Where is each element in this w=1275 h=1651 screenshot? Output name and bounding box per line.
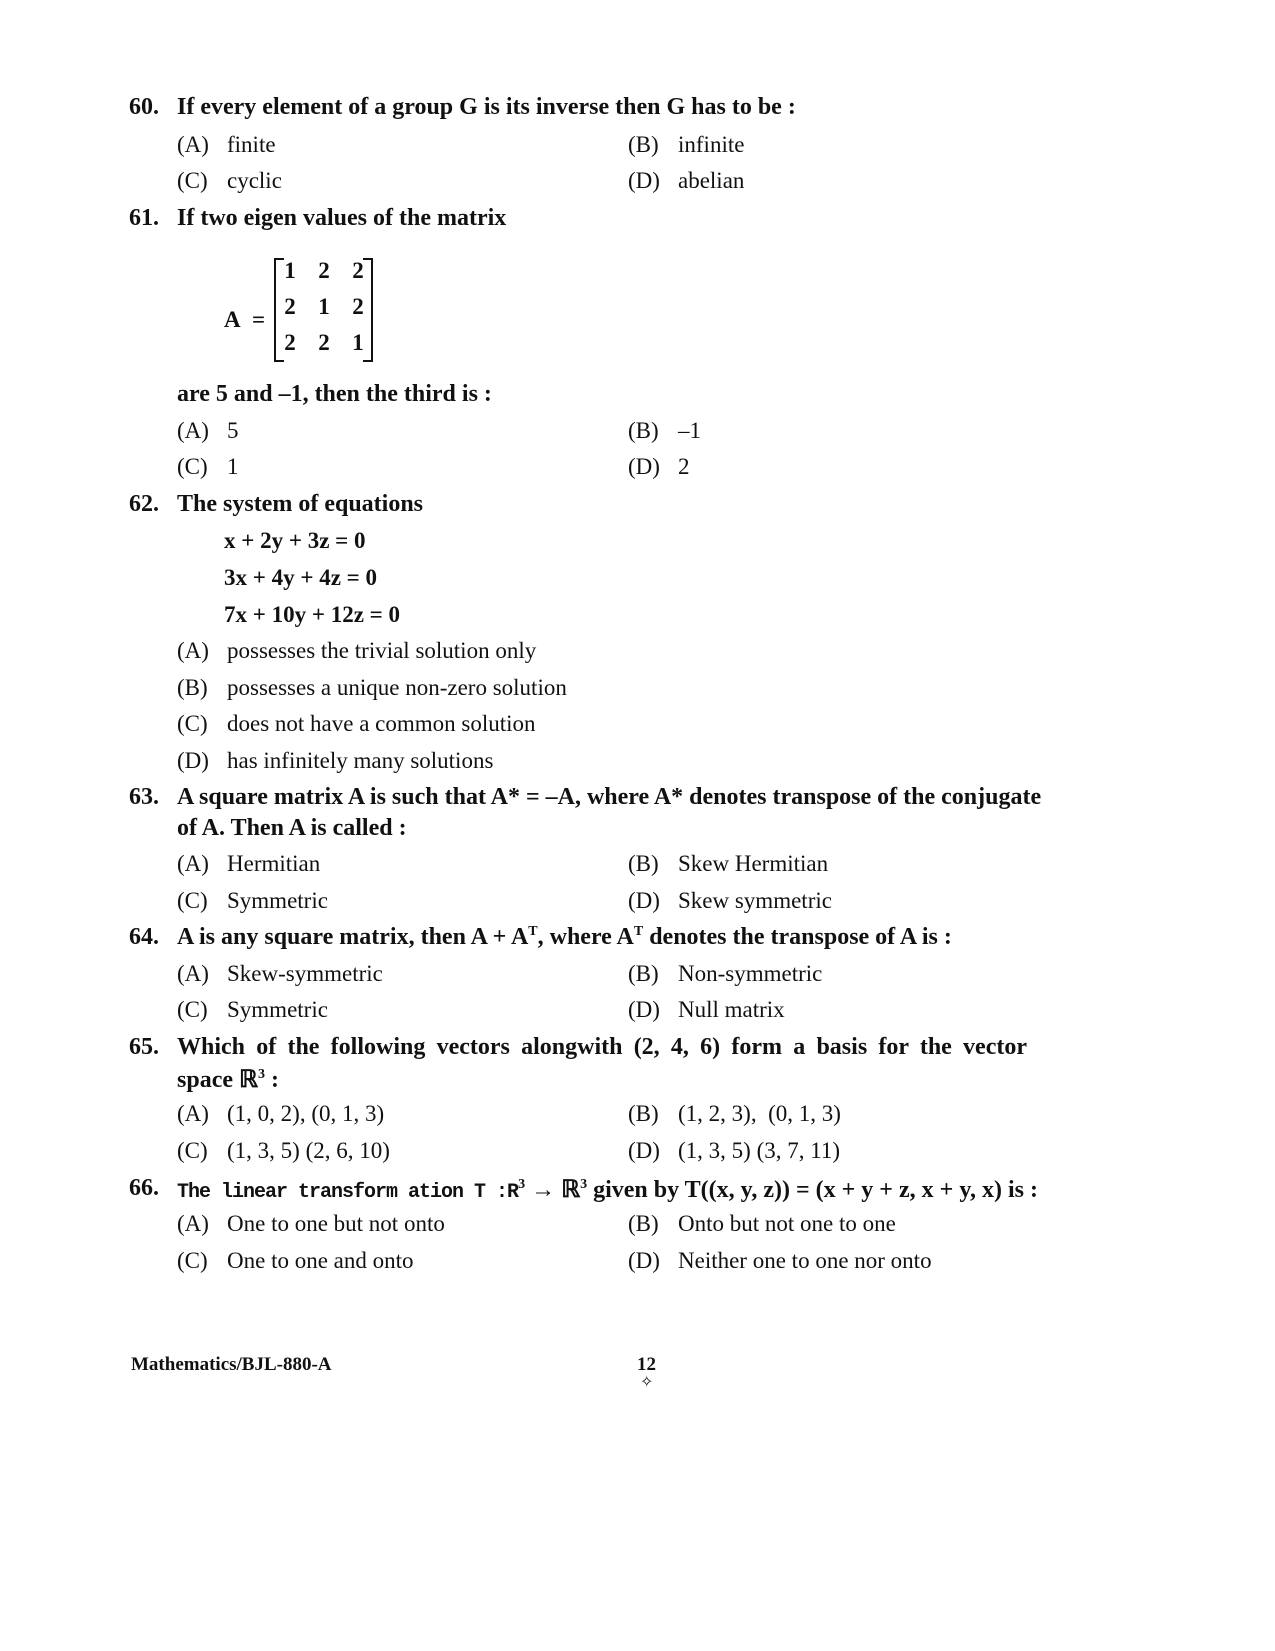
q65-number: 65. xyxy=(129,1034,159,1060)
footer-paper-code: Mathematics/BJL-880-A xyxy=(131,1354,332,1375)
q63-option-a: (A) Hermitian xyxy=(177,851,321,876)
q60-option-c: (C) cyclic xyxy=(177,168,282,193)
q60-option-a: (A) finite xyxy=(177,132,276,157)
q63-option-c: (C) Symmetric xyxy=(177,888,328,913)
q65-option-b: (B) (1, 2, 3), (0, 1, 3) xyxy=(628,1101,841,1126)
q64-option-d: (D) Null matrix xyxy=(628,997,785,1022)
q64-text: A is any square matrix, then $A + A^T$, where $A^T$ denotes the transpose of A is : xyxy=(177,924,952,950)
q64-number: 64. xyxy=(129,924,159,950)
q62-number: 62. xyxy=(129,491,159,517)
q64-option-a: (A) Skew-symmetric xyxy=(177,961,383,986)
q64-option-c: (C) Symmetric xyxy=(177,997,328,1022)
q66-option-a: (A) One to one but not onto xyxy=(177,1211,445,1236)
q64-option-b: (B) Non-symmetric xyxy=(628,961,823,986)
q61-option-c: (C) 1 xyxy=(177,454,239,479)
q65-option-c: (C) (1, 3, 5) (2, 6, 10) xyxy=(177,1138,390,1163)
matrix-cell: 2 xyxy=(352,258,364,283)
q65-option-d: (D) (1, 3, 5) (3, 7, 11) xyxy=(628,1138,841,1163)
equation-3: 7x + 10y + 12z = 0 xyxy=(224,602,401,627)
matrix-cell: 1 xyxy=(352,330,364,355)
q60-option-b: (B) infinite xyxy=(628,132,745,157)
q62-text: The system of equations xyxy=(177,491,424,517)
q61-number: 61. xyxy=(129,205,159,231)
q61-text: If two eigen values of the matrix xyxy=(177,205,507,231)
matrix-cell: 2 xyxy=(318,258,330,283)
q65-text-line1: Which of the following vectors alongwith (2, 4, 6) form a basis for the vector xyxy=(177,1034,1027,1060)
q61-option-d: (D) 2 xyxy=(628,454,690,479)
footer-star-icon: ✧ xyxy=(640,1374,654,1391)
matrix-cell: 1 xyxy=(318,294,330,319)
matrix-equals: = xyxy=(252,307,266,332)
page-number: 12 xyxy=(637,1354,656,1375)
matrix-cell: 2 xyxy=(352,294,364,319)
q63-option-b: (B) Skew Hermitian xyxy=(628,851,829,876)
equation-1: x + 2y + 3z = 0 xyxy=(224,528,366,553)
q62-option-d: (D) has infinitely many solutions xyxy=(177,748,494,773)
q60-text: If every element of a group G is its inverse then G has to be : xyxy=(177,94,796,120)
q61-option-a: (A) 5 xyxy=(177,418,239,443)
q63-text-line2: of A. Then A is called : xyxy=(177,815,407,841)
q61-option-b: (B) –1 xyxy=(628,418,701,443)
matrix-cell: 2 xyxy=(284,294,296,319)
q62-option-b: (B) possesses a unique non-zero solution xyxy=(177,675,567,700)
q66-option-b: (B) Onto but not one to one xyxy=(628,1211,896,1236)
q61-text-continued: are 5 and –1, then the third is : xyxy=(177,381,492,407)
equation-2: 3x + 4y + 4z = 0 xyxy=(224,565,378,590)
q60-option-d: (D) abelian xyxy=(628,168,745,193)
matrix-cell: 1 xyxy=(284,258,296,283)
q66-number: 66. xyxy=(129,1175,159,1201)
q65-text-line2: space ℝ$^3$ : xyxy=(177,1067,279,1093)
q66-option-d: (D) Neither one to one nor onto xyxy=(628,1248,932,1273)
q63-option-d: (D) Skew symmetric xyxy=(628,888,832,913)
matrix-cell: 2 xyxy=(284,330,296,355)
matrix-name: A xyxy=(224,307,241,332)
q63-text-line1: A square matrix A is such that A* = –A, where A* denotes transpose of the conjugate xyxy=(177,784,1042,810)
q65-option-a: (A) (1, 0, 2), (0, 1, 3) xyxy=(177,1101,385,1126)
matrix-cell: 2 xyxy=(318,330,330,355)
q60-number: 60. xyxy=(129,94,159,120)
q66-option-c: (C) One to one and onto xyxy=(177,1248,414,1273)
q66-text: The linear transform ation T $:R^3$ → ℝ$^3$ given by T((x, y, z)) = (x + y + z, x + y, x) is : xyxy=(177,1177,1038,1204)
q63-number: 63. xyxy=(129,784,159,810)
q62-option-c: (C) does not have a common solution xyxy=(177,711,536,736)
q62-option-a: (A) possesses the trivial solution only xyxy=(177,638,537,663)
